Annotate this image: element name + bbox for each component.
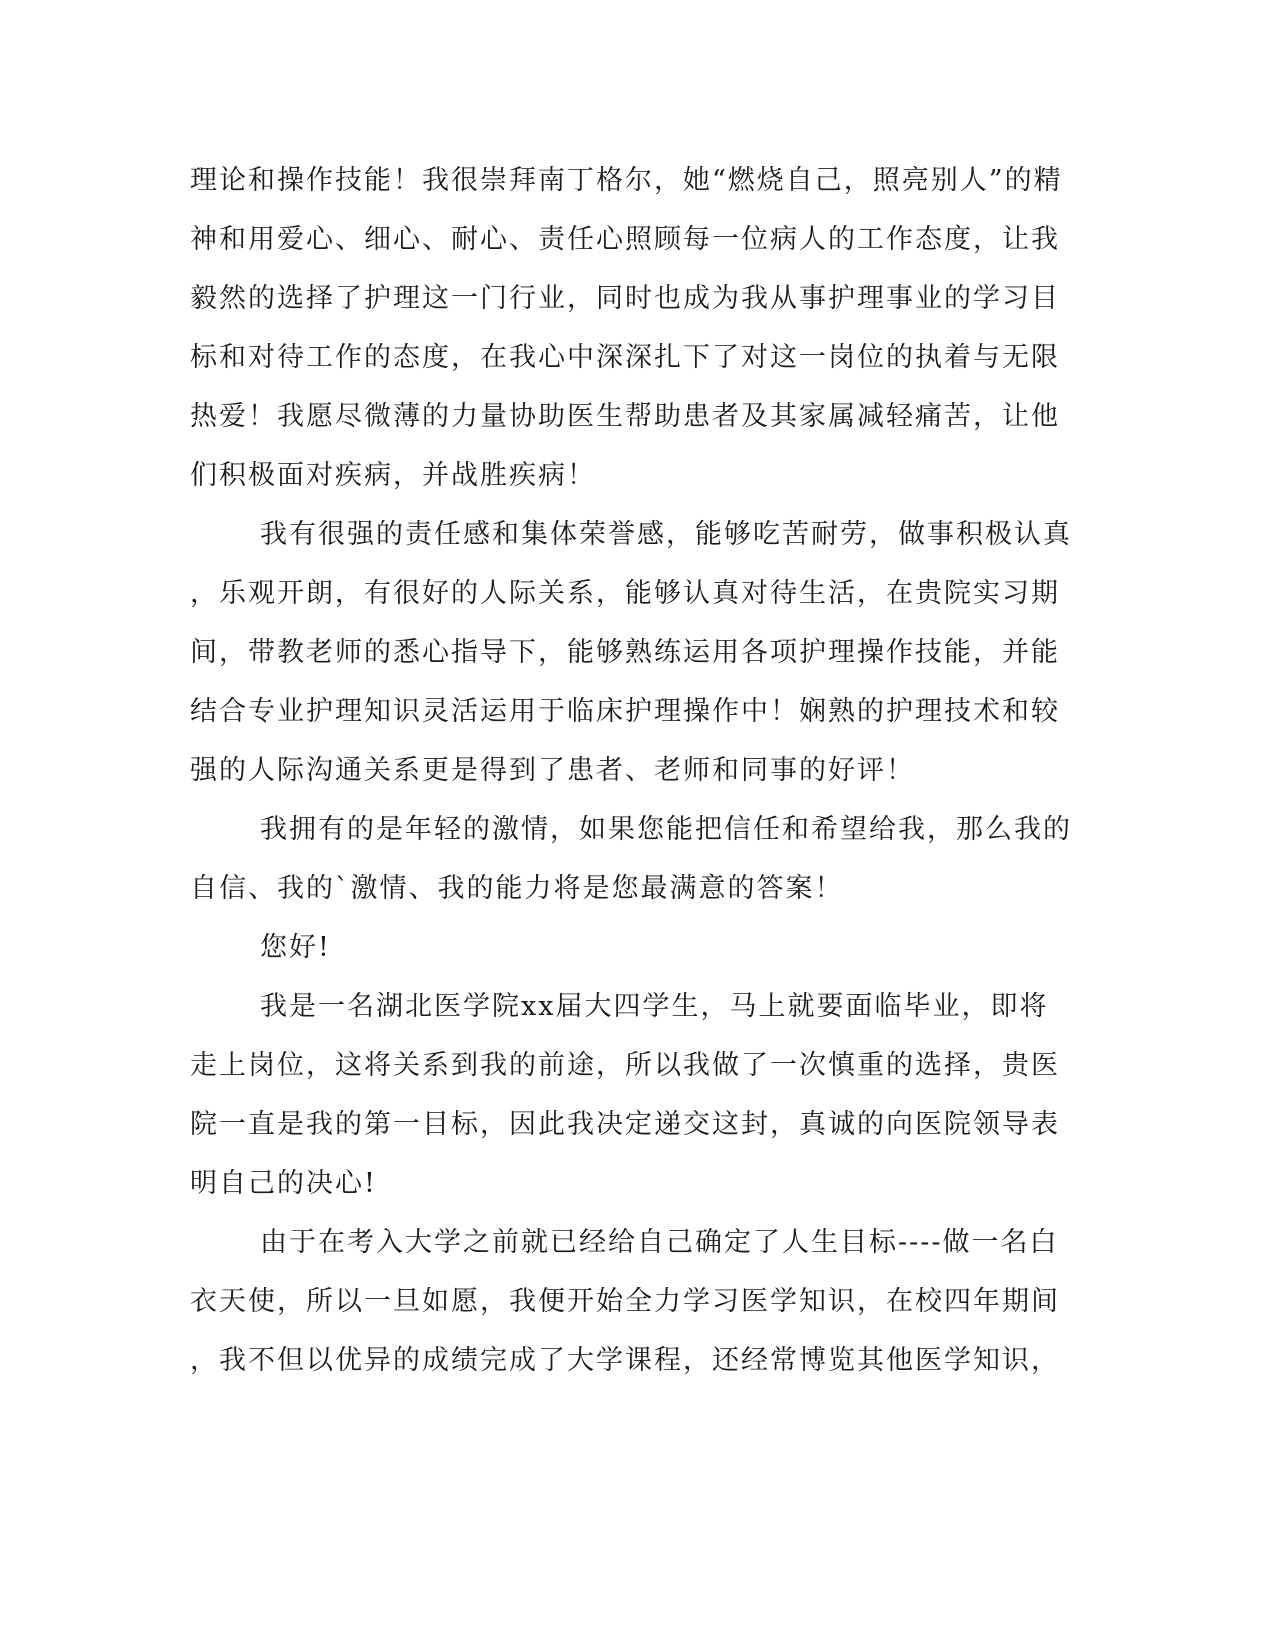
text-line: 自信、我的`激情、我的能力将是您最满意的答案！	[190, 873, 844, 904]
text-line: 院一直是我的第一目标，因此我决定递交这封，真诚的向医院领导表	[190, 1109, 1060, 1140]
text-line: 神和用爱心、细心、耐心、责任心照顾每一位病人的工作态度，让我	[190, 224, 1060, 255]
text-line: 走上岗位，这将关系到我的前途，所以我做了一次慎重的选择，贵医	[190, 1050, 1060, 1081]
text-line: 结合专业护理知识灵活运用于临床护理操作中！娴熟的护理技术和较	[190, 696, 1060, 727]
text-line: 热爱！我愿尽微薄的力量协助医生帮助患者及其家属减轻痛苦，让他	[190, 401, 1060, 432]
paragraph-first-line: 我拥有的是年轻的激情，如果您能把信任和希望给我，那么我的	[260, 814, 1072, 845]
text-line: ，我不但以优异的成绩完成了大学课程，还经常博览其他医学知识，	[190, 1345, 1060, 1376]
text-line: 衣天使，所以一旦如愿，我便开始全力学习医学知识，在校四年期间	[190, 1286, 1060, 1317]
text-line: 强的人际沟通关系更是得到了患者、老师和同事的好评！	[190, 755, 915, 786]
paragraph-first-line: 由于在考入大学之前就已经给自己确定了人生目标----做一名白	[260, 1227, 1059, 1258]
paragraph-first-line: 我是一名湖北医学院xx届大四学生，马上就要面临毕业，即将	[260, 991, 1049, 1022]
text-line: 们积极面对疾病，并战胜疾病！	[190, 460, 596, 491]
text-line: 理论和操作技能！我很崇拜南丁格尔，她“燃烧自己，照亮别人”的精	[190, 165, 1063, 196]
greeting-line: 您好!	[260, 932, 331, 963]
text-line: 标和对待工作的态度，在我心中深深扎下了对这一岗位的执着与无限	[190, 342, 1060, 373]
text-line: 毅然的选择了护理这一门行业，同时也成为我从事护理事业的学习目	[190, 283, 1060, 314]
text-line: ，乐观开朗，有很好的人际关系，能够认真对待生活，在贵院实习期	[190, 578, 1060, 609]
text-line: 间，带教老师的悉心指导下，能够熟练运用各项护理操作技能，并能	[190, 637, 1060, 668]
text-line: 明自己的决心!	[190, 1168, 377, 1199]
paragraph-first-line: 我有很强的责任感和集体荣誉感，能够吃苦耐劳，做事积极认真	[260, 519, 1072, 550]
